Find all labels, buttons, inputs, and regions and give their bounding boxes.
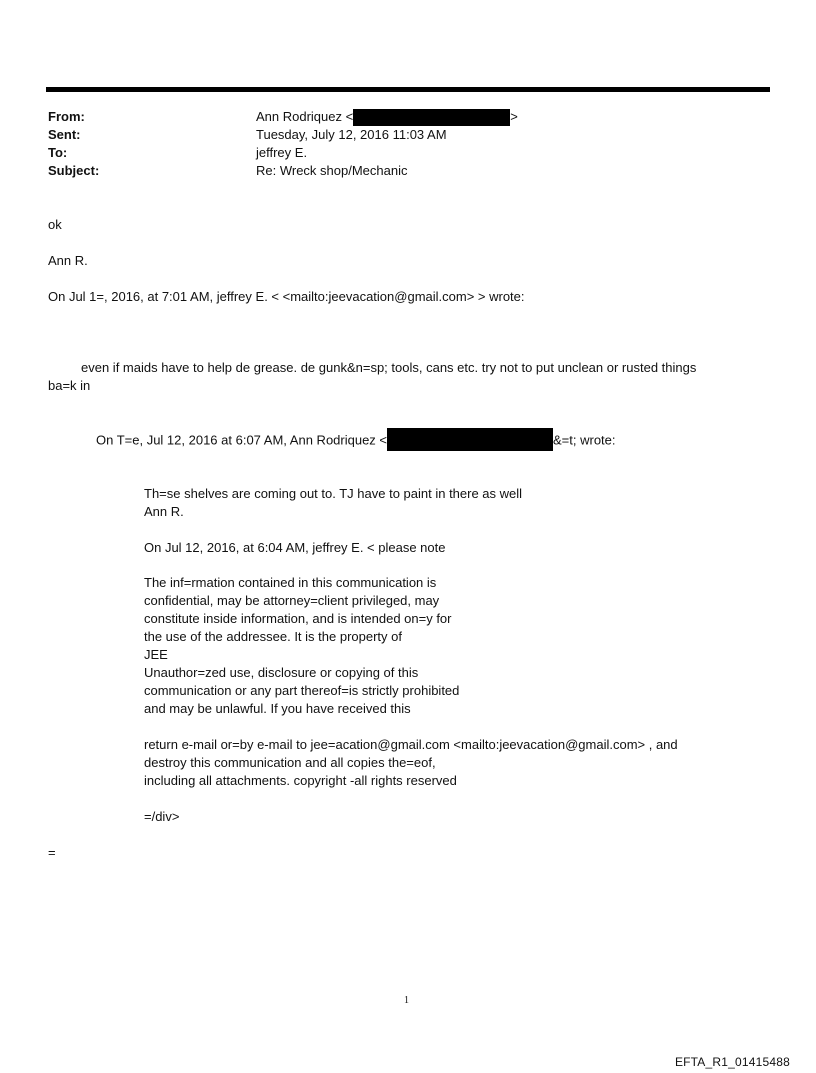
document-id: EFTA_R1_01415488 bbox=[674, 1055, 790, 1069]
quote1-attribution: On Jul 1=, 2016, at 7:01 AM, jeffrey E. < <mailto:jeevacation@gmail.com> > wrote: bbox=[48, 289, 525, 304]
reply-signature: Ann R. bbox=[48, 253, 88, 268]
quote2-line-1: Th=se shelves are coming out to. TJ have to paint in there as well bbox=[144, 486, 523, 501]
disclaimer-line: communication or any part thereof=is strictly prohibited bbox=[144, 683, 460, 698]
return-line: including all attachments. copyright -all rights reserved bbox=[144, 773, 457, 788]
redacted-email-block bbox=[387, 428, 553, 451]
div-close-text: =/div> bbox=[144, 809, 180, 824]
quote2-line-2: Ann R. bbox=[144, 504, 184, 519]
sent-value: Tuesday, July 12, 2016 11:03 AM bbox=[256, 127, 447, 142]
from-label: From: bbox=[48, 109, 85, 124]
return-line: destroy this communication and all copies the=eof, bbox=[144, 755, 436, 770]
to-value: jeffrey E. bbox=[256, 145, 308, 160]
disclaimer-line: confidential, may be attorney=client privileged, may bbox=[144, 593, 440, 608]
trailing-equals: = bbox=[48, 845, 56, 860]
disclaimer-line: the use of the addressee. It is the property of bbox=[144, 629, 402, 644]
quote2-attribution-prefix: On T=e, Jul 12, 2016 at 6:07 AM, Ann Rodriquez < bbox=[96, 432, 388, 448]
disclaimer-line: JEE bbox=[144, 647, 168, 662]
to-label: To: bbox=[48, 145, 68, 160]
quote3-attribution: On Jul 12, 2016, at 6:04 AM, jeffrey E. < please note bbox=[144, 540, 446, 555]
page-number: 1 bbox=[404, 995, 409, 1006]
disclaimer-line: Unauthor=zed use, disclosure or copying of this bbox=[144, 665, 419, 680]
quote2-attribution-suffix: &=t; wrote: bbox=[553, 432, 616, 448]
from-name: Ann Rodriquez < bbox=[256, 109, 354, 124]
disclaimer-line: The inf=rmation contained in this communication is bbox=[144, 575, 437, 590]
subject-label: Subject: bbox=[48, 163, 100, 178]
sent-label: Sent: bbox=[48, 127, 81, 142]
return-line: return e-mail or=by e-mail to jee=acation@gmail.com <mailto:jeevacation@gmail.com> , and bbox=[144, 737, 678, 752]
quote2-attribution bbox=[96, 431, 616, 451]
quote1-line-1: even if maids have to help de grease. de gunk&n=sp; tools, cans etc. try not to put unclean or rusted things bbox=[81, 360, 697, 375]
header-divider bbox=[46, 87, 770, 92]
from-close-bracket: > bbox=[510, 109, 518, 124]
quote1-line-2: ba=k in bbox=[48, 378, 91, 393]
from-value bbox=[256, 108, 518, 126]
subject-value: Re: Wreck shop/Mechanic bbox=[256, 163, 408, 178]
redacted-email-block bbox=[353, 109, 510, 126]
reply-text: ok bbox=[48, 217, 62, 232]
disclaimer-line: and may be unlawful. If you have received this bbox=[144, 701, 411, 716]
disclaimer-line: constitute inside information, and is intended on=y for bbox=[144, 611, 452, 626]
